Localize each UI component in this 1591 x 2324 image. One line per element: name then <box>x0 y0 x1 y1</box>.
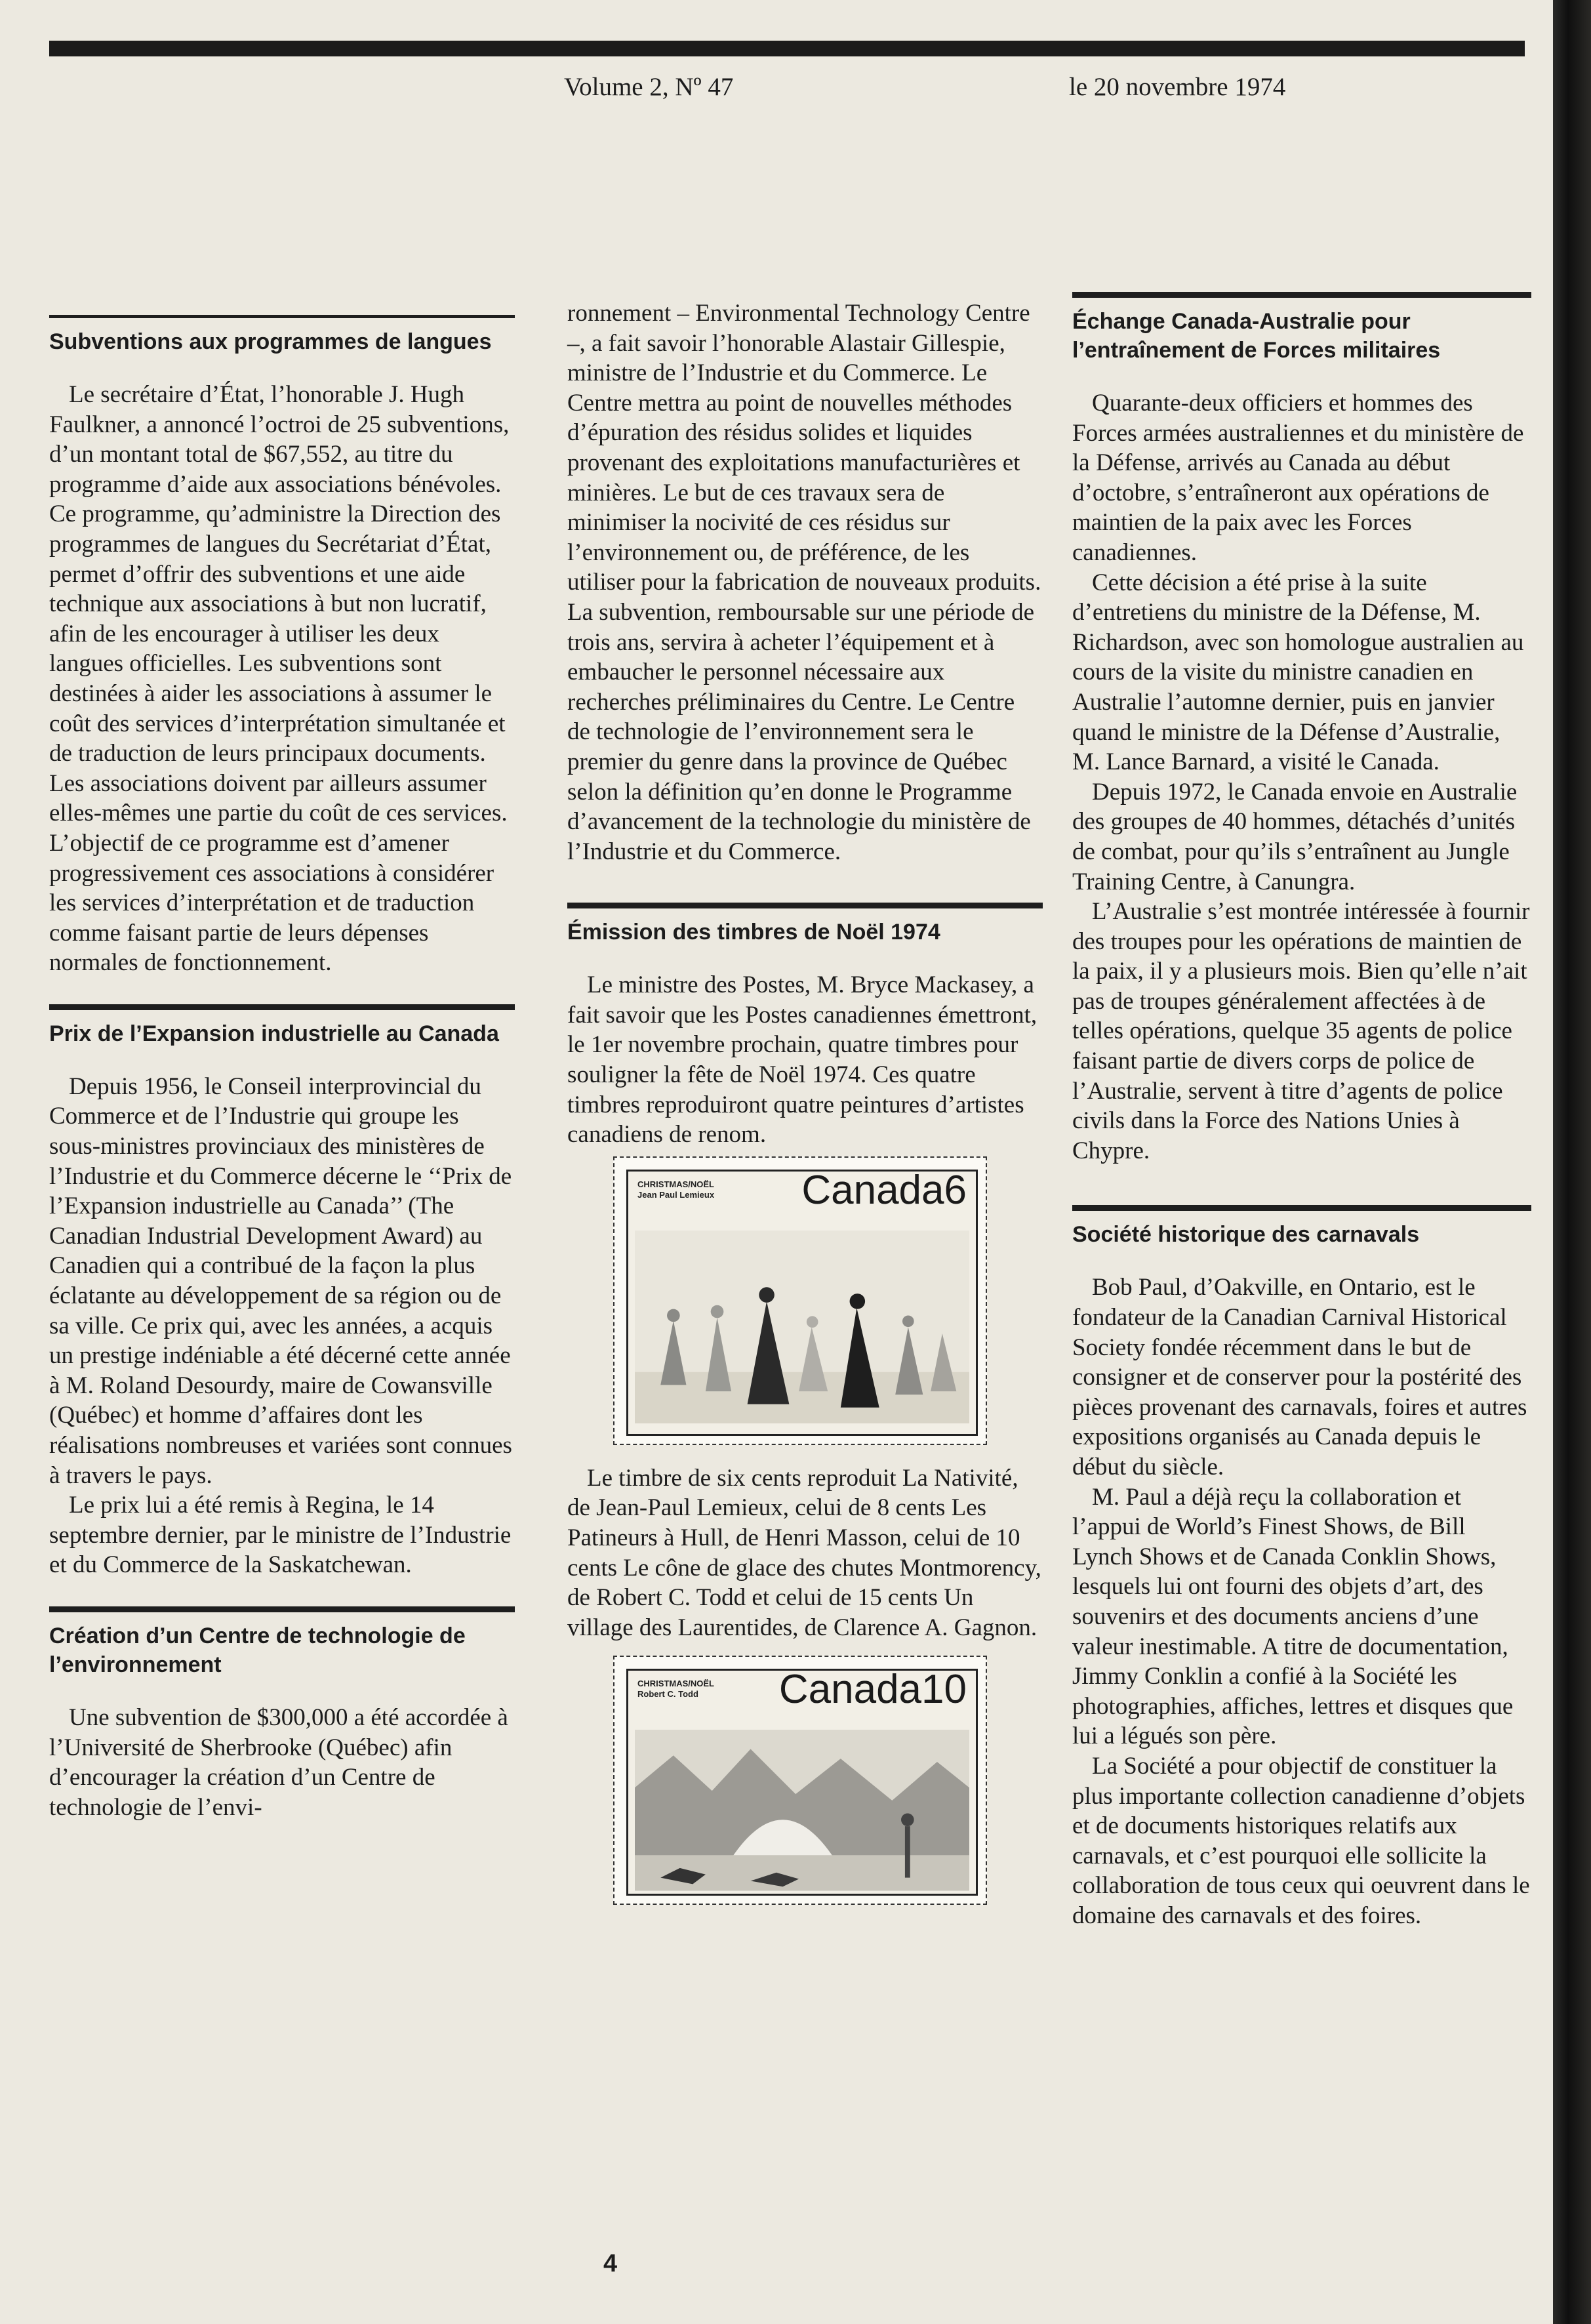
article-title-timbres-noel: Émission des timbres de Noël 1974 <box>567 920 940 945</box>
article-paragraph: Le prix lui a été remis à Regina, le 14 septembre dernier, par le ministre de l’Industrie et du Commerce de la Saskatchewan. <box>49 1492 512 1579</box>
article-paragraph: Le ministre des Postes, M. Bryce Mackasey, a fait savoir que les Postes canadiennes émettront, le 1er novembre prochain, quatre timbres pour souligner la fête de Noël 1974. Ces quatre timbres reproduiront quatre peintures d’artistes canadiens de renom. <box>567 971 1037 1149</box>
section-rule <box>49 1004 515 1010</box>
stamp-image-nativite <box>613 1156 987 1445</box>
article-title-prix-expansion: Prix de l’Expansion industrielle au Canada <box>49 1021 499 1046</box>
issue-date: le 20 novembre 1974 <box>1069 73 1286 101</box>
section-rule <box>1072 1205 1531 1211</box>
page-gutter-shadow <box>1553 0 1591 2324</box>
article-paragraph: Le secrétaire d’État, l’honorable J. Hugh Faulkner, a annoncé l’octroi de 25 subventions, d’un montant total de $67,552, au titre du programme d’aide aux associations bénévoles. Ce programme, qu’administre la Direction des programmes de langues du Secrétariat d’État, permet d’offrir des subventions et une aide technique aux associations à but non lucratif, afin de les encourager à utiliser les deux langues officielles. Les subventions sont destinées à aider les associations à assumer le coût des services d’interprétation simultanée et de traduction de leurs principaux documents. Les associations doivent par ailleurs assumer elles-mêmes une partie du coût de ces services. L’objectif de ce programme est d’amener progressivement ces associations à considérer les services d’interprétation et de traduction comme faisant partie de leurs dépenses normales de fonctionnement. <box>49 381 510 977</box>
nativity-figures-illustration <box>635 1231 969 1423</box>
article-paragraph: Cette décision a été prise à la suite d’entretiens du ministre de la Défense, M. Richardson, avec son homologue australien au cours de la visite du ministre canadien en Australie l’automne dernier, puis en janvier quand le ministre de la Défense d’Australie, M. Lance Barnard, a visité le Canada. <box>1072 569 1524 776</box>
section-rule <box>1072 292 1531 298</box>
stamp-country-value: Canada10 <box>778 1669 967 1713</box>
article-paragraph: La Société a pour objectif de constituer la plus importante collection canadienne d’objets et de documents historiques relatifs aux carnavals, et c’est pourquoi elle sollicite la collaboration de tous ceux qui oeuvrent dans le domaine des carnavals et des foires. <box>1072 1752 1530 1929</box>
stamp-label: CHRISTMAS/NOËL Jean Paul Lemieux <box>637 1179 715 1200</box>
stamp-country-value: Canada6 <box>801 1169 967 1213</box>
article-continuation: ronnement – Environmental Technology Centre –, a fait savoir l’honorable Alastair Gillespie, ministre de l’Industrie et du Commerce. Le Centre mettra au point de nouvelles méthodes d’épuration des résidus solides et liquides provenant des exploitations manufacturières et minières. Le but de ces travaux sera de minimiser la nocivité de ces résidus sur l’environnement ou, de préférence, de les utiliser pour la fabrication de nouveaux produits. La subvention, remboursable sur une période de trois ans, servira à acheter l’équipement et à embaucher le personnel nécessaire aux recherches préliminaires du Centre. Le Centre de technologie de l’environnement sera le premier du genre dans la province de Québec selon la définition qu’en donne le Programme d’avancement de la technologie du ministère de l’Industrie et du Commerce. <box>567 300 1041 865</box>
page-number: 4 <box>603 2250 618 2277</box>
volume-number: Volume 2, Nº 47 <box>564 73 734 101</box>
stamp-label: CHRISTMAS/NOËL Robert C. Todd <box>637 1679 714 1700</box>
section-rule <box>49 315 515 318</box>
article-title-subventions: Subventions aux programmes de langues <box>49 329 492 354</box>
article-paragraph: Depuis 1956, le Conseil interprovincial du Commerce et de l’Industrie qui groupe les sous-ministres provinciaux des ministères de l’Industrie et du Commerce décerne le ‘‘Prix de l’Expansion industrielle au Canada’’ (The Canadian Industrial Development Award) au Canadien qui a contribué de la façon la plus éclatante au développement de sa région ou de sa ville. Ce prix qui, avec les années, a acquis un prestige indéniable a été décerné cette année à M. Roland Desourdy, maire de Cowansville (Québec) et homme d’affaires dont les réalisations nombreuses et variées sont connues à travers le pays. <box>49 1072 512 1489</box>
section-rule <box>567 903 1043 908</box>
winter-landscape-illustration <box>635 1730 969 1890</box>
article-title-societe-carnavals: Société historique des carnavals <box>1072 1222 1420 1248</box>
article-title-echange-canada-australie: Échange Canada-Australie pour l’entraînement de Forces militaires <box>1072 309 1441 363</box>
article-paragraph: L’Australie s’est montrée intéressée à fournir des troupes pour les opérations de maintien de la paix, il y a plusieurs mois. Bien qu’elle n’ait pas de troupes généralement affectées à de telles opérations, quelque 35 agents de police faisant partie de divers corps de police de l’Australie, servent à titre d’agents de police civils dans la Force des Nations Unies à Chypre. <box>1072 898 1530 1164</box>
column-3 <box>1072 292 1531 1931</box>
article-paragraph: Quarante-deux officiers et hommes des Forces armées australiennes et du ministère de la Défense, arrivés au Canada au début d’octobre, s’entraîneront aux opérations de maintien de la paix avec les Forces canadiennes. <box>1072 390 1524 566</box>
article-paragraph: Une subvention de $300,000 a été accordée à l’Université de Sherbrooke (Québec) afin d’encourager la création d’un Centre de technologie de l’envi- <box>49 1703 508 1821</box>
article-paragraph: Bob Paul, d’Oakville, en Ontario, est le fondateur de la Canadian Carnival Historical Society fondée récemment dans le but de consigner et de conserver pour la postérité des pièces provenant des carnavals, foires et autres expositions organisés au Canada depuis le début du siècle. <box>1072 1274 1527 1480</box>
article-paragraph: Le timbre de six cents reproduit La Nativité, de Jean-Paul Lemieux, celui de 8 cents Les Patineurs à Hull, de Henri Masson, celui de 10 cents Le cône de glace des chutes Montmorency, de Robert C. Todd et celui de 15 cents Un village des Laurentides, de Clarence A. Gagnon. <box>567 1464 1041 1641</box>
stamp-image-cone-de-glace <box>613 1656 987 1905</box>
article-paragraph: Depuis 1972, le Canada envoie en Australie des groupes de 40 hommes, détachés d’unités de combat, pour qu’ils s’entraînent au Jungle Training Centre, à Canungra. <box>1072 778 1518 895</box>
section-rule <box>49 1606 515 1612</box>
header-rule <box>49 41 1525 56</box>
column-1 <box>49 315 515 1822</box>
column-2 <box>567 298 1043 1923</box>
article-title-centre-technologie: Création d’un Centre de technologie de l’environnement <box>49 1623 466 1677</box>
article-paragraph: M. Paul a déjà reçu la collaboration et l’appui de World’s Finest Shows, de Bill Lynch Shows et de Canada Conklin Shows, lesquels lui ont fourni des objets d’art, des souvenirs et des documents anciens d’une valeur inestimable. A titre de documentation, Jimmy Conklin a confié à la Société les photographies, affiches, lettres et disques que lui a légués son père. <box>1072 1483 1514 1750</box>
